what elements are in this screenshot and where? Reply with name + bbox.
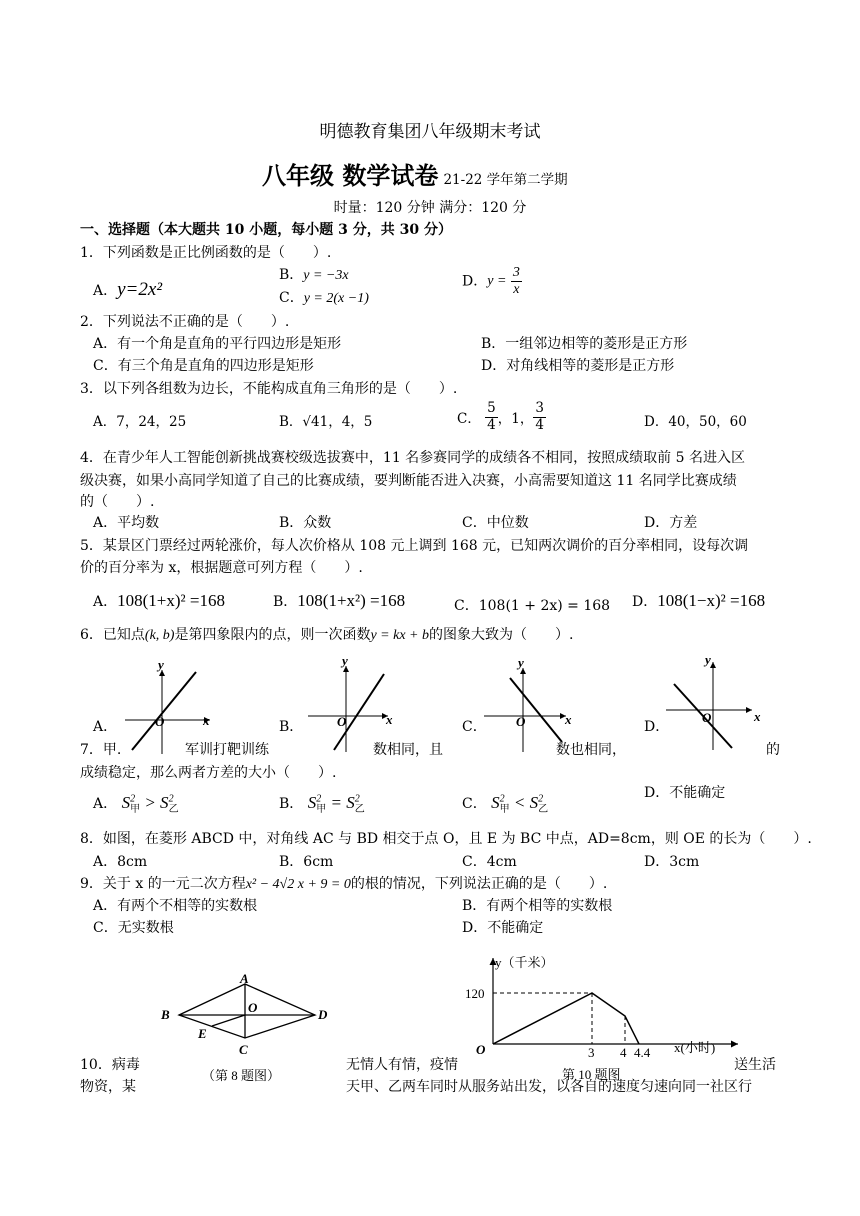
q6-c-origin: O [516,714,526,729]
q7-line-1-fragment-1: 军训打靶训练 [185,742,269,758]
q3-c-frac2 [533,402,546,432]
q8-option-b: B．6cm [279,854,334,870]
fig10-y-tick-120: 120 [465,986,485,1001]
fig8-label-c: C [239,1042,248,1057]
exam-meta: 时量：120 分钟 满分：120 分 [333,200,527,216]
fig10-x-tick-4-4: 4.4 [634,1045,651,1060]
q1-option-b [279,264,349,284]
q6-stem-function: y = kx + b [370,628,430,643]
q6-graph-b [308,653,393,752]
q3-option-b [279,410,372,430]
q5-a-label: A． [93,594,118,610]
q1-option-d [462,266,522,297]
q1-b-expr: y = −3x [303,268,349,283]
fig8-label-b: B [161,1007,170,1022]
q3-option-c [457,402,546,432]
q6-b-axis-x: x [386,712,393,727]
q3-option-d: D．40，50，60 [644,414,747,430]
fig10-y-label: y（千米） [495,955,554,970]
q3-c-mid: ，1， [497,411,534,427]
q10-line-1-end: 送生活 [734,1057,776,1073]
q7-line-1-start: 7．甲. [80,742,122,758]
q7-option-d: D．不能确定 [644,785,726,801]
figure-8-rhombus [150,968,350,1088]
q2-option-b: B．一组邻边相等的菱形是正方形 [481,336,688,352]
fig10-origin: O [476,1042,486,1057]
q5-option-c [454,595,610,615]
section-title: 一、选择题（本大题共 10 小题，每小题 3 分，共 30 分） [80,222,452,238]
q1-d-label: D． [462,273,488,290]
q6-stem-mid: 是第四象限内的点，则一次函数 [174,627,371,643]
q4-option-b: B．众数 [279,515,332,531]
q7-line-1-end: 的 [766,742,780,758]
q6-b-axis-y: y [342,653,348,668]
q8-stem: 8．如图，在菱形 ABCD 中，对角线 AC 与 BD 相交于点 O，且 E 为 BC 中点，AD=8cm，则 OE 的长为（ ）. [80,831,812,847]
fig10-x-tick-4: 4 [620,1045,627,1060]
q7-line-1-fragment-3: 数也相同， [556,742,626,758]
term-label: 21-22 学年第二学期 [443,172,568,188]
q9-option-c: C．无实数根 [93,920,174,936]
q7-line-2: 成绩稳定，那么两者方差的大小（ ）. [80,765,337,781]
q10-line-1-mid: 无情人有情，疫情 [346,1057,458,1073]
q6-c-axis-y: y [518,655,524,670]
main-title: 八年级 数学试卷 [262,162,439,190]
q6-option-d: D． [644,719,670,735]
q7-a-expr: $S^2_甲 > S^2_乙$ [121,793,179,816]
q1-b-label: B． [279,267,304,283]
q8-option-a: A．8cm [93,854,148,870]
fig10-x-label: x(小时) [674,1040,716,1055]
q2-option-d: D．对角线相等的菱形是正方形 [481,358,675,374]
q5-c-label: C． [454,598,479,614]
q1-c-label: C． [279,290,304,306]
q3-c-num2: 3 [535,400,544,416]
q6-stem-pre: 6．已知点 [80,627,145,643]
q2-option-c: C．有三个角是直角的四边形是矩形 [93,358,314,374]
q3-b-expr: √41，4，5 [302,414,373,430]
q5-b-expr: 108(1+x²) =168 [297,591,406,610]
fig8-caption: （第 8 题图） [202,1068,281,1083]
q5-d-expr: 108(1−x)² =168 [657,591,766,610]
q6-a-origin: O [155,714,165,729]
q7-a-label: A． [93,796,118,812]
fig8-label-e: E [198,1026,207,1041]
school-title: 明德教育集团八年级期末考试 [319,122,541,142]
q6-a-axis-y: y [158,657,164,672]
q6-d-origin: O [702,710,712,725]
q7-c-expr: $S^2_甲 < S^2_乙$ [491,793,549,816]
q5-line-2: 价的百分率为 x，根据题意可列方程（ ）. [80,560,363,576]
q4-line-2: 级决赛，如果小高同学知道了自己的比赛成绩，要判断能否进入决赛，小高需要知道这 11 名同学比赛成绩 [80,473,737,489]
q9-stem-post: 的根的情况，下列说法正确的是（ ）. [350,876,608,892]
q1-d-num: 3 [512,265,520,280]
q1-d-den: x [513,282,520,297]
q6-stem-point: (k, b) [144,628,175,643]
q6-stem-post: 的图象大致为（ ）. [429,627,574,643]
fig10-caption: 第 10 题图 [562,1067,621,1082]
q7-b-expr: $S^2_甲 = S^2_乙$ [307,793,365,816]
q1-stem: 1．下列函数是正比例函数的是（ ）. [80,245,332,261]
q4-option-c: C．中位数 [462,515,529,531]
q3-c-num1: 5 [487,400,496,416]
q5-c-expr: 108(1 + 2x) = 168 [478,598,611,614]
q5-line-1: 5．某景区门票经过两轮涨价，每人次价格从 108 元上调到 168 元，已知两次调价的百分率相同，设每次调 [80,538,749,554]
q1-d-fraction [511,266,522,297]
q6-c-axis-x: x [565,712,572,727]
q9-stem [80,873,607,893]
fig10-x-tick-3: 3 [588,1045,595,1060]
q10-line-1-start: 10．病毒 [80,1057,140,1073]
q7-line-1-fragment-2: 数相同，且 [373,742,443,758]
q9-stem-equation: x² − 4√2 x + 9 = 0 [245,877,351,892]
q4-line-1: 4．在青少年人工智能创新挑战赛校级选拔赛中，11 名参赛同学的成绩各不相同，按照成绩取前 5 名进入区 [80,450,745,466]
q3-option-a: A．7，24，25 [93,414,187,430]
q6-option-a: A． [93,719,118,735]
q3-b-label: B． [279,414,303,430]
q8-option-c: C．4cm [462,854,517,870]
q5-b-label: B． [273,594,298,610]
q6-option-c: C． [462,719,487,735]
q1-a-expr: y=2x² [117,279,163,300]
q1-option-a [93,279,162,301]
q7-option-c [462,793,548,815]
q6-stem [80,624,573,644]
q6-d-axis-y: y [705,652,711,667]
q3-stem: 3．以下列各组数为边长，不能构成直角三角形的是（ ）. [80,381,458,397]
q9-stem-pre: 9．关于 x 的一元二次方程 [80,876,246,892]
q7-c-label: C． [462,796,487,812]
q2-option-a: A．有一个角是直角的平行四边形是矩形 [93,336,342,352]
q9-option-d: D．不能确定 [462,920,544,936]
q6-graph-d [666,652,761,750]
q3-c-den1: 4 [487,416,496,433]
q6-a-axis-x: x [203,713,210,728]
q1-a-label: A． [93,283,118,299]
q5-d-label: D． [632,594,658,610]
q5-option-d [632,591,765,611]
q9-option-a: A．有两个不相等的实数根 [93,898,258,914]
q6-b-origin: O [337,714,347,729]
q1-c-expr: y = 2(x −1) [303,291,369,306]
q7-b-label: B． [279,796,304,812]
q8-option-d: D．3cm [644,854,700,870]
q5-a-expr: 108(1+x)² =168 [117,591,225,610]
q9-option-b: B．有两个相等的实数根 [462,898,613,914]
q4-option-d: D．方差 [644,515,698,531]
q7-option-b [279,793,365,815]
q10-line-2-start: 物资，某 [80,1079,136,1095]
q4-option-a: A．平均数 [93,515,160,531]
fig8-label-o: O [248,1000,258,1015]
q1-d-lhs: y = [487,273,507,289]
fig8-label-d: D [318,1007,328,1022]
q5-option-b [273,591,405,611]
figure-10-graph [462,950,762,1090]
q4-line-3: 的（ ）. [80,494,155,510]
fig8-label-a: A [240,971,249,986]
q2-stem: 2．下列说法不正确的是（ ）. [80,314,290,330]
q6-graph-c [484,655,572,752]
q1-option-c [279,287,369,307]
q6-option-b: B． [279,719,304,735]
q3-c-frac1 [485,402,498,432]
q3-c-den2: 4 [535,416,544,433]
q3-c-label: C． [457,411,481,427]
q7-option-a [93,793,179,815]
q5-option-a [93,591,225,611]
title-block [262,156,568,191]
q6-d-axis-x: x [754,709,761,724]
q10-line-2-end: 天甲、乙两车同时从服务站出发，以各自的速度匀速向同一社区行 [346,1079,752,1095]
